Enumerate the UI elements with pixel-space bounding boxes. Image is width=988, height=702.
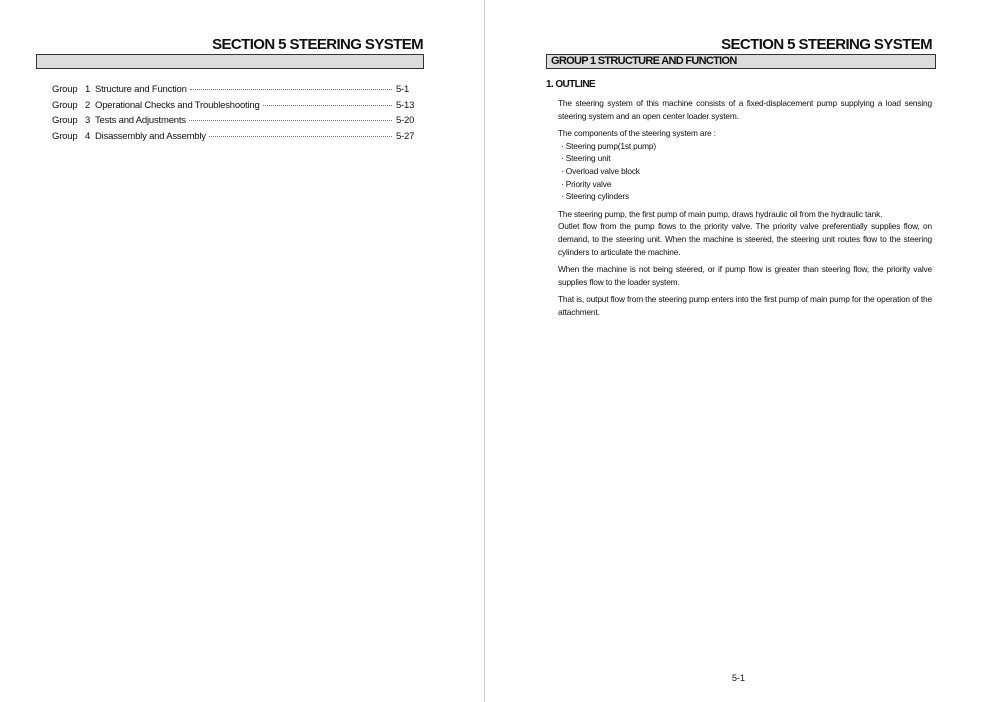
section-title: SECTION 5 STEERING SYSTEM	[721, 36, 932, 53]
toc-title: Structure and Function	[95, 84, 187, 95]
group-title-bar: GROUP 1 STRUCTURE AND FUNCTION	[546, 54, 936, 69]
toc-leader-dots	[209, 135, 392, 137]
intro-paragraph: The steering system of this machine consists of a fixed-displacement pump supplying a load sensing steering system and an open center loader system.	[558, 98, 932, 121]
toc-group-number: 4	[85, 130, 91, 142]
toc-page-ref: 5-13	[396, 99, 415, 111]
toc-row-1[interactable]	[52, 84, 418, 100]
pump-paragraph-line2: Outlet flow from the pump flows to the priority valve. The priority valve preferentially supplies flow, on demand, to the steering unit. When the machine is steered, the steering unit routes flow to the steering cylinders to articulate the machine.	[558, 221, 932, 257]
outline-body	[558, 97, 932, 324]
toc-leader-dots	[190, 88, 392, 90]
toc-leader-dots	[263, 104, 392, 106]
toc-group-label: Group	[52, 115, 78, 126]
toc-row-3[interactable]	[52, 115, 418, 131]
toc-group-number: 2	[85, 99, 91, 111]
not-steered-paragraph: When the machine is not being steered, or if pump flow is greater than steering flow, the priority valve supplies flow to the loader system.	[558, 264, 932, 287]
section-bar	[36, 54, 424, 69]
toc-group-number: 1	[85, 84, 91, 95]
list-item: · Steering pump(1st pump)	[561, 140, 656, 151]
toc-group-number: 3	[85, 115, 91, 126]
toc-page-ref: 5-27	[396, 130, 415, 142]
toc-group-label: Group	[52, 130, 78, 142]
list-item: · Priority valve	[561, 178, 612, 189]
components-list	[558, 140, 932, 203]
pump-paragraph-line1: The steering pump, the first pump of main pump, draws hydraulic oil from the hydraulic tank.	[558, 208, 883, 219]
toc-title: Operational Checks and Troubleshooting	[95, 99, 260, 111]
toc-group-label: Group	[52, 99, 78, 111]
output-flow-paragraph: That is, output flow from the steering pump enters into the first pump of main pump for the operation of the attachment.	[558, 294, 932, 317]
right-page	[485, 0, 988, 702]
toc-row-2[interactable]	[52, 100, 418, 116]
components-intro: The components of the steering system are :	[558, 128, 716, 139]
toc-row-4[interactable]	[52, 131, 418, 147]
toc-group-label: Group	[52, 84, 78, 95]
toc-page-ref: 5-20	[396, 115, 415, 126]
toc-page-ref: 5-1	[396, 84, 410, 95]
outline-heading: 1. OUTLINE	[546, 79, 596, 90]
toc-title: Tests and Adjustments	[95, 115, 186, 126]
section-title: SECTION 5 STEERING SYSTEM	[212, 36, 423, 53]
toc-title: Disassembly and Assembly	[95, 130, 206, 142]
list-item: · Steering cylinders	[561, 191, 630, 202]
list-item: · Overload valve block	[561, 165, 640, 176]
list-item: · Steering unit	[561, 153, 611, 164]
toc-leader-dots	[189, 119, 392, 121]
table-of-contents	[52, 84, 418, 146]
left-page	[0, 0, 484, 702]
page-number: 5-1	[732, 673, 746, 683]
